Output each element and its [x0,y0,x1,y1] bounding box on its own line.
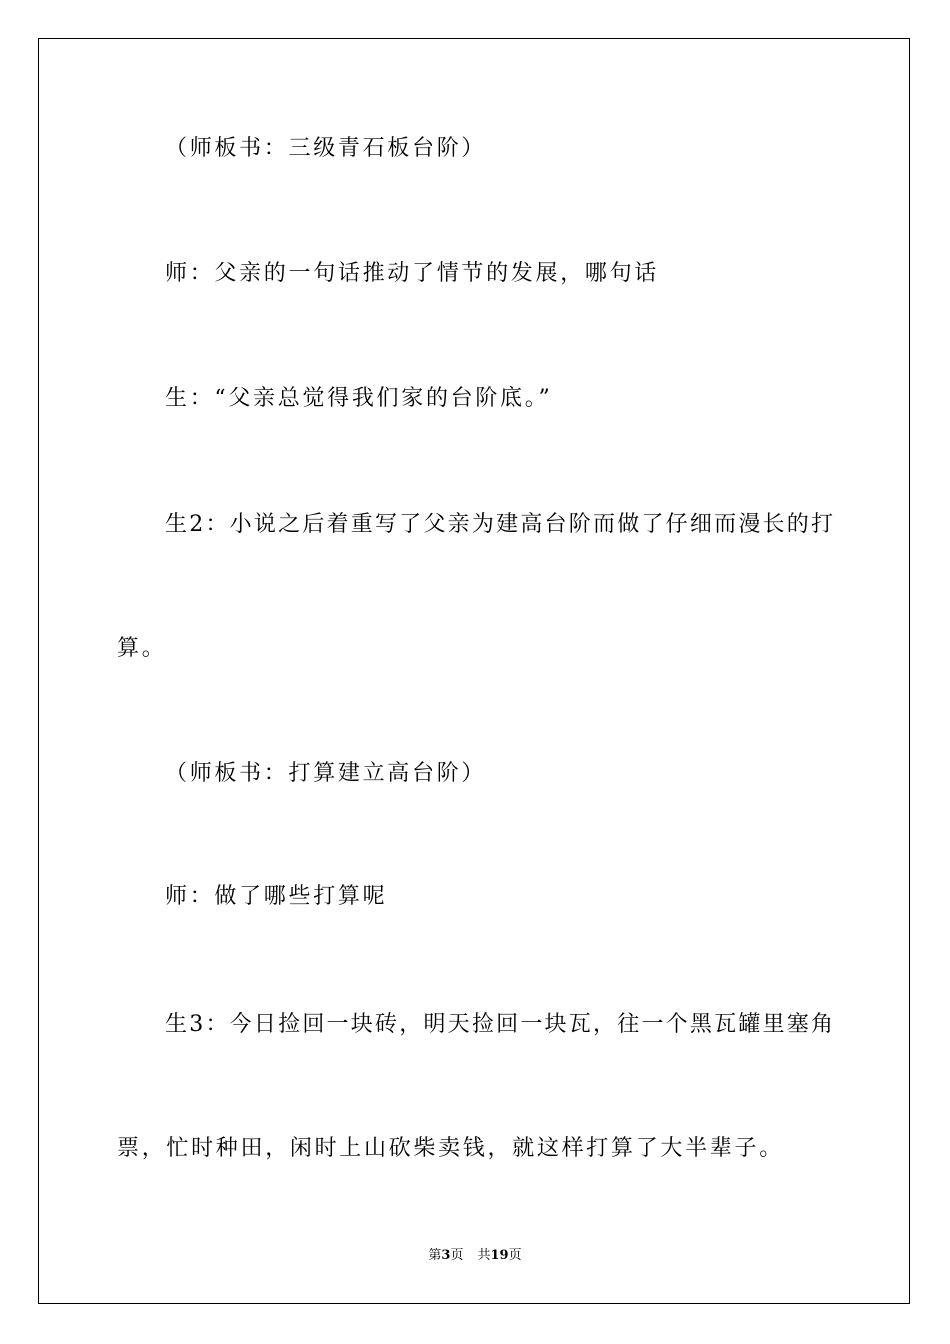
paragraph-teacher-question-2: 师：做了哪些打算呢 [165,884,388,909]
footer-total-pages: 19 [490,1248,509,1263]
paragraph-student-answer-3-line-1: 生3：今日捡回一块砖，明天捡回一块瓦，往一个黑瓦罐里塞角 [165,1012,833,1037]
page-border [38,38,910,1304]
footer-page-suffix: 页 [450,1248,464,1263]
paragraph-student-answer-1: 生：“父亲总觉得我们家的台阶底。” [165,386,553,411]
paragraph-student-answer-3-line-2: 票，忙时种田，闲时上山砍柴卖钱，就这样打算了大半辈子。 [117,1136,784,1161]
paragraph-board-note-2: （师板书：打算建立高台阶） [165,761,487,786]
page-footer [0,1247,950,1265]
paragraph-student-answer-2-line-1: 生2：小说之后着重写了父亲为建高台阶而做了仔细而漫长的打 [165,512,833,537]
paragraph-student-answer-2-line-2: 算。 [117,636,167,661]
footer-page-number: 3 [441,1248,451,1263]
footer-total-suffix: 页 [508,1248,522,1263]
footer-page-prefix: 第 [428,1248,442,1263]
footer-total-prefix: 共 [477,1248,491,1263]
paragraph-teacher-question-1: 师：父亲的一句话推动了情节的发展，哪句话 [165,261,660,286]
paragraph-board-note-1: （师板书：三级青石板台阶） [165,136,487,161]
